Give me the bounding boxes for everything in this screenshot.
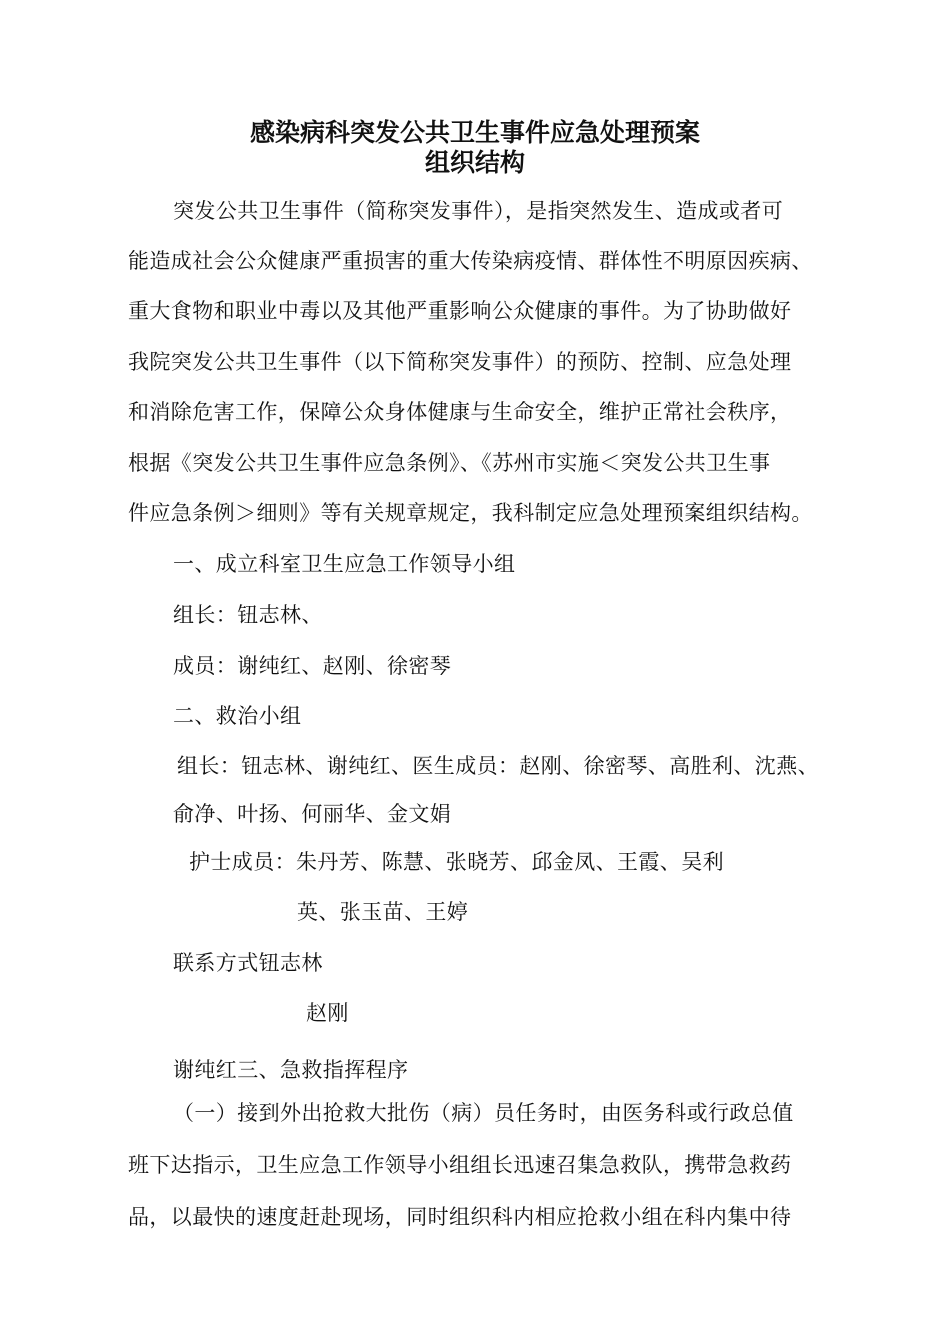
nurses-line: 英、张玉苗、王婷: [297, 900, 469, 924]
intro-line: 重大食物和职业中毒以及其他严重影响公众健康的事件。为了协助做好: [128, 299, 792, 323]
doctors-line: 组长：钮志林、谢纯红、医生成员：赵刚、徐密琴、高胜利、沈燕、: [177, 754, 819, 778]
paragraph-line: 班下达指示，卫生应急工作领导小组组长迅速召集急救队，携带急救药: [128, 1153, 792, 1177]
section-heading: 谢纯红三、急救指挥程序: [173, 1058, 409, 1082]
paragraph-line: 品，以最快的速度赶赴现场，同时组织科内相应抢救小组在科内集中待: [128, 1205, 792, 1229]
group-members-line: 成员：谢纯红、赵刚、徐密琴: [173, 654, 452, 678]
section-heading: 二、救治小组: [173, 704, 302, 728]
contact-line: 赵刚: [306, 1001, 349, 1025]
nurses-line: 护士成员：朱丹芳、陈慧、张晓芳、邱金凤、王霞、吴利: [189, 850, 724, 874]
doctors-line: 俞净、叶扬、何丽华、金文娟: [173, 802, 452, 826]
intro-line: 能造成社会公众健康严重损害的重大传染病疫情、群体性不明原因疾病、: [128, 249, 813, 273]
paragraph-line: （一）接到外出抢救大批伤（病）员任务时，由医务科或行政总值: [173, 1101, 794, 1125]
intro-line: 和消除危害工作，保障公众身体健康与生命安全，维护正常社会秩序，: [128, 400, 792, 424]
section-heading: 一、成立科室卫生应急工作领导小组: [173, 552, 516, 576]
intro-line: 我院突发公共卫生事件（以下简称突发事件）的预防、控制、应急处理: [128, 350, 792, 374]
group-leader-line: 组长：钮志林、: [173, 603, 323, 627]
contact-line: 联系方式钮志林: [173, 951, 323, 975]
intro-line: 根据《突发公共卫生事件应急条例》、《苏州市实施＜突发公共卫生事: [128, 451, 771, 475]
intro-line: 突发公共卫生事件（简称突发事件），是指突然发生、造成或者可: [173, 199, 784, 223]
document-title: 感染病科突发公共卫生事件应急处理预案: [249, 118, 700, 147]
document-subtitle: 组织结构: [424, 148, 525, 177]
intro-line: 件应急条例＞细则》等有关规章规定，我科制定应急处理预案组织结构。: [128, 501, 813, 525]
